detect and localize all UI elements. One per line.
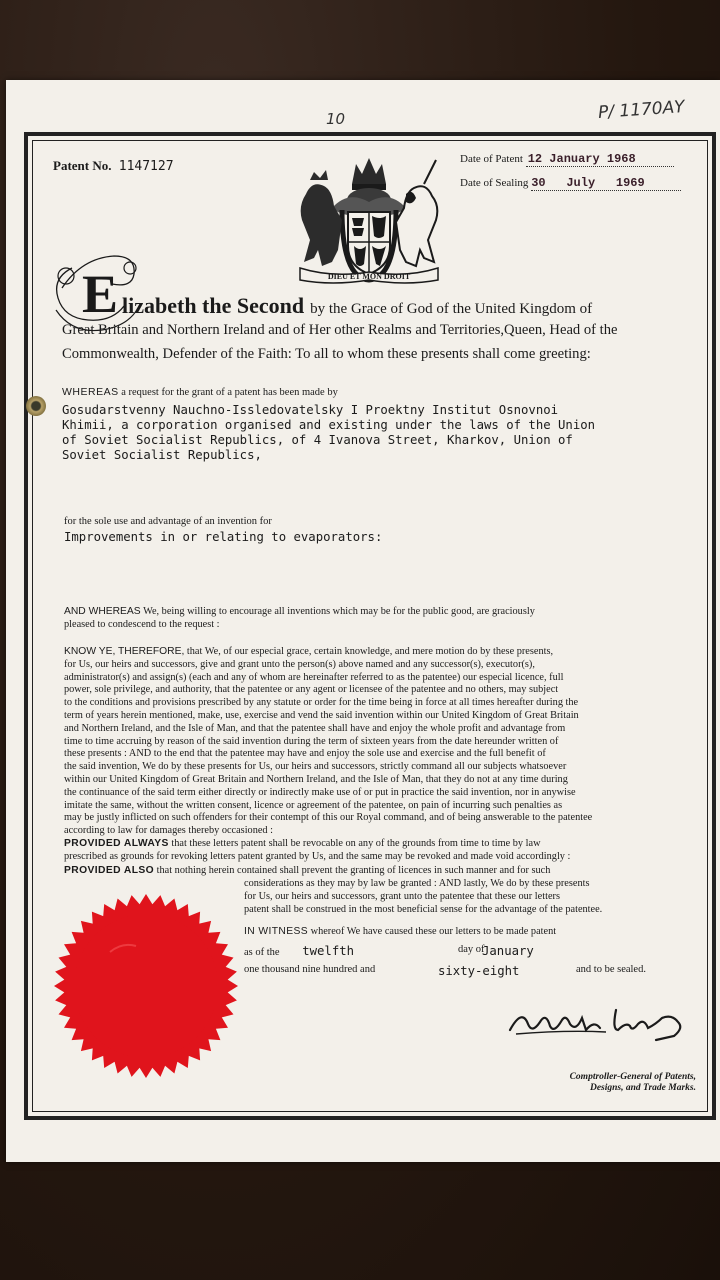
signatory-line-2: Designs, and Trade Marks. xyxy=(589,1083,696,1093)
witness-month-value: January xyxy=(482,944,534,958)
date-of-sealing-label: Date of Sealing xyxy=(460,177,529,189)
applicant-line: Soviet Socialist Republics, xyxy=(62,448,262,462)
provided-also-lead: PROVIDED ALSO xyxy=(64,865,155,876)
coat-of-arms-motto: DIEU ET MON DROIT xyxy=(327,272,411,281)
witness-date-line xyxy=(244,944,690,958)
know-ye-paragraph xyxy=(64,646,690,838)
applicant-line: Khimii, a corporation organised and existing under the laws of the Union xyxy=(62,418,596,432)
invention-intro: for the sole use and advantage of an invention for xyxy=(64,516,272,527)
know-ye-line: imitate the same, without the written consent, licence or agreement of the patentee, on pain of incurring such penalties as xyxy=(64,799,563,811)
heading-initial: E xyxy=(82,264,119,324)
know-ye-line: to the conditions and provisions prescribed by any statute or order for the time being in force at all times hereafter during the xyxy=(64,697,579,709)
whereas-lead: WHEREAS xyxy=(62,386,119,398)
witness-line-1 xyxy=(244,926,690,939)
witness-day-value: twelfth xyxy=(302,944,355,958)
margin-note-reference: P/ 1170AY xyxy=(597,97,686,123)
applicant-line: of Soviet Socialist Republics, of 4 Ivanova Street, Kharkov, Union of xyxy=(62,433,573,447)
signature-icon xyxy=(506,1000,696,1044)
date-of-patent xyxy=(460,152,674,167)
heading-name: lizabeth the Second xyxy=(122,293,305,318)
know-ye-line: for Us, our heirs and successors, give and grant unto the person(s) above named and any successor(s), executor(s), xyxy=(64,658,535,670)
provided-always-lead: PROVIDED ALWAYS xyxy=(64,838,169,849)
witness-line-1-text: whereof We have caused these our letters to be made patent xyxy=(310,926,557,937)
know-ye-line: these presents : AND to the end that the patentee may have and enjoy the sole use and exercise and the full benefit of xyxy=(64,748,546,760)
know-ye-line: administrator(s) and assign(s) (each and any of whom are hereinafter referred to as the patentee) our especial licence, full xyxy=(64,671,564,683)
date-of-patent-value: 12 January 1968 xyxy=(526,152,674,167)
provided-always-line-1: that these letters patent shall be revocable on any of the grounds from time to time by law xyxy=(171,838,541,849)
know-ye-line: according to law for damages thereby occasioned : xyxy=(64,825,273,837)
applicant-line: Gosudarstvenny Nauchno-Issledovatelsky I Proektny Institut Osnovnoi xyxy=(62,403,559,417)
whereas-intro xyxy=(62,386,338,398)
know-ye-line: and Northern Ireland, and the Isle of Man, and that the patentee shall have and enjoy the whole profit and advantage from xyxy=(64,722,566,734)
know-ye-line: power, sole privilege, and authority, that the patentee or any agent or licensee of the patentee and no others, may subject xyxy=(64,684,559,696)
applicant-block xyxy=(62,403,595,463)
know-ye-line: that We, of our especial grace, certain knowledge, and mere motion do by these presents, xyxy=(186,646,554,657)
know-ye-line: term of years herein mentioned, make, use, exercise and vend the said invention within our United Kingdom of Great Britain xyxy=(64,709,579,721)
know-ye-line: the continuance of the said term either directly or indirectly make use of or put in practice the said invention, nor in anywise xyxy=(64,786,576,798)
provided-also-continuation xyxy=(244,878,690,916)
heading-line-3: Commonwealth, Defender of the Faith: To all to whom these presents shall come greeting: xyxy=(62,346,591,362)
provided-always-paragraph xyxy=(64,838,690,864)
and-whereas-lead: AND WHEREAS xyxy=(64,606,141,617)
sealing-year: 1969 xyxy=(615,176,645,190)
patent-number xyxy=(53,158,174,174)
know-ye-line: within our United Kingdom of Great Britain and Northern Ireland, and the Isle of Man, that they do not at any time during xyxy=(64,773,568,785)
witness-year-value: sixty-eight xyxy=(438,964,520,978)
know-ye-line: may be justly inflicted on such offenders for their contempt of this our Royal command, and of being answerable to the patentee xyxy=(64,812,593,824)
heading-line-1-tail: by the Grace of God of the United Kingdom of xyxy=(310,301,593,317)
witness-lead: IN WITNESS xyxy=(244,926,309,937)
witness-year-prefix: one thousand nine hundred and xyxy=(244,964,376,975)
royal-coat-of-arms-icon xyxy=(292,150,446,284)
witness-day-label: day of xyxy=(458,944,485,955)
provided-also-line-2: considerations as they may by law be granted : AND lastly, We do by these presents xyxy=(244,878,590,889)
provided-also-line-1 xyxy=(64,865,690,878)
and-whereas-line-1: We, being willing to encourage all inventions which may be for the public good, are graciously xyxy=(143,606,535,617)
witness-sealed: and to be sealed. xyxy=(576,964,646,975)
date-of-patent-label: Date of Patent xyxy=(460,153,523,165)
and-whereas-paragraph xyxy=(64,606,688,632)
provided-also-line-1-text: that nothing herein contained shall prevent the granting of licences in such manner and for such xyxy=(156,865,551,876)
red-wax-seal-icon xyxy=(52,892,240,1080)
witness-year-line xyxy=(244,964,690,978)
sealing-month: July xyxy=(566,176,596,190)
provided-also-line-4: patent shall be construed in the most beneficial sense for the advantage of the patentee. xyxy=(244,903,603,915)
grommet-icon xyxy=(26,396,46,416)
heading-line-2: Great Britain and Northern Ireland and of Her other Realms and Territories,Queen, Head of the xyxy=(62,322,618,338)
heading-line-1 xyxy=(122,293,592,319)
know-ye-line: time to time accruing by reason of the said invention during the term of sixteen years from the date hereunder written of xyxy=(64,735,559,747)
whereas-intro-text: a request for the grant of a patent has been made by xyxy=(121,387,338,398)
patent-number-value: 1147127 xyxy=(118,159,174,174)
sealing-day: 30 xyxy=(531,176,546,190)
know-ye-lead: KNOW YE, THEREFORE, xyxy=(64,646,185,657)
margin-note-top: 10 xyxy=(326,110,346,128)
and-whereas-line-2: pleased to condescend to the request : xyxy=(64,618,220,630)
provided-also-line-3: for Us, our heirs and successors, grant unto the patentee that these our letters xyxy=(244,890,560,902)
know-ye-line: the said invention, We do by these presents for Us, our heirs and successors, strictly command all our subjects whatsoever xyxy=(64,761,567,773)
date-of-sealing xyxy=(460,176,681,191)
patent-number-label: Patent No. xyxy=(53,158,112,173)
signatory-title xyxy=(470,1072,696,1094)
invention-title: Improvements in or relating to evaporators: xyxy=(64,530,383,544)
provided-always-line-2: prescribed as grounds for revoking letters patent granted by Us, and the same may be revoked and made void accordingly : xyxy=(64,850,571,862)
signatory-line-1: Comptroller-General of Patents, xyxy=(569,1072,696,1082)
witness-as-of: as of the xyxy=(244,947,280,958)
